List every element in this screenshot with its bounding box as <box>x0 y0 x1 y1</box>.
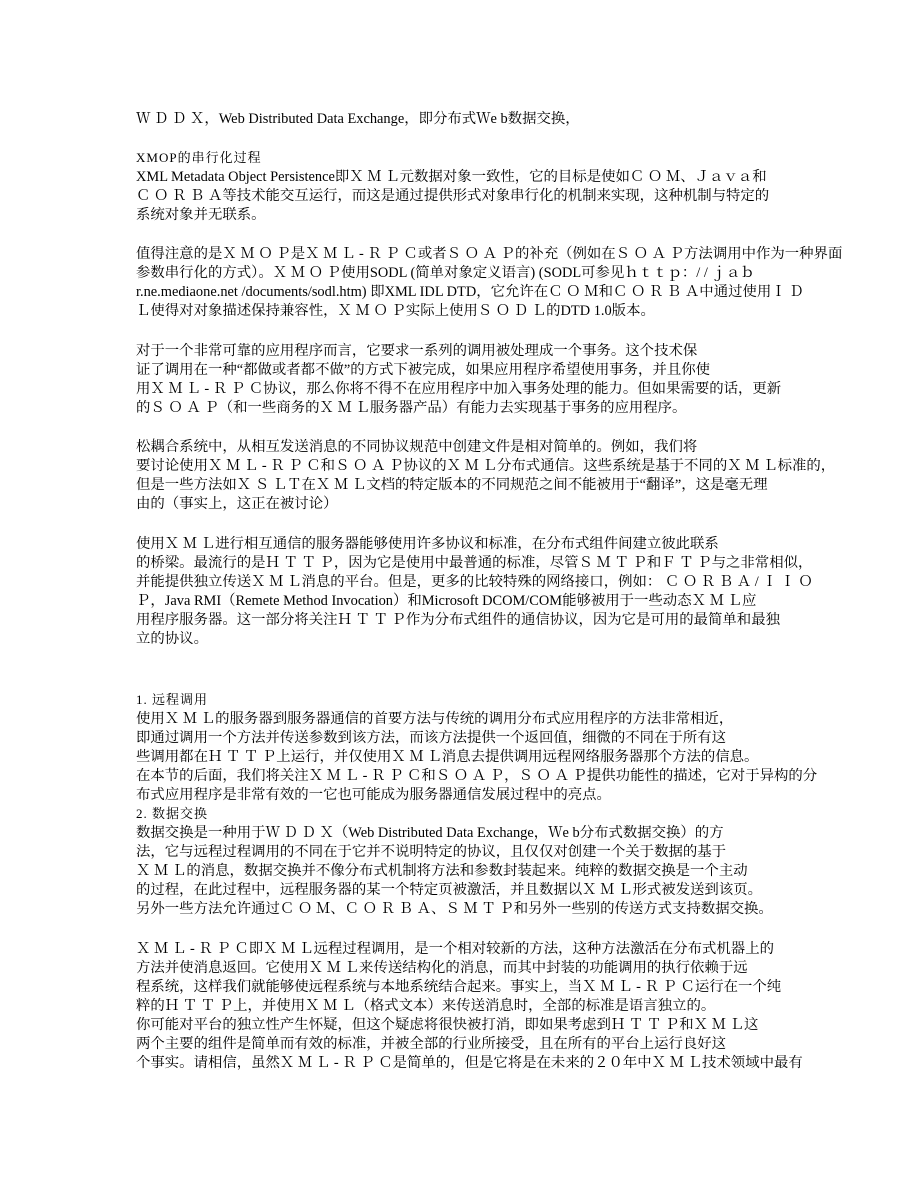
xmop-heading: XMOP的串行化过程 <box>136 150 262 165</box>
section-1-heading: 1. 远程调用 <box>136 692 209 707</box>
paragraph-line: Ｘ Ｍ Ｌ - Ｒ Ｐ Ｃ即Ｘ Ｍ Ｌ远程过程调用，是一个相对较新的方法，这种方法激活在分布式机器上的 <box>136 941 774 957</box>
paragraph-line: 粹的Ｈ Ｔ Ｔ Ｐ上，并使用Ｘ Ｍ Ｌ（格式文本）来传送消息时，全部的标准是语言独立的。 <box>136 998 716 1014</box>
paragraph-line: Ｃ Ｏ Ｒ Ｂ Ａ等技术能交互运行，而这是通过提供形式对象串行化的机制来实现，这种机制与特定的 <box>136 188 770 204</box>
paragraph-line: XML Metadata Object Persistence即Ｘ Ｍ Ｌ元数据对象一致性，它的目标是使如Ｃ Ｏ Ｍ、Ｊａｖａ和 <box>136 169 767 185</box>
paragraph-line: Ｐ，Java RMI（Remete Method Invocation）和Microsoft DCOM/COM能够被用于一些动态Ｘ Ｍ Ｌ应 <box>136 593 757 609</box>
paragraph-line: 使用Ｘ Ｍ Ｌ进行相互通信的服务器能够使用许多协议和标准，在分布式组件间建立彼此联系 <box>136 536 719 552</box>
paragraph-line: 在本节的后面，我们将关注Ｘ Ｍ Ｌ - Ｒ Ｐ Ｃ和Ｓ Ｏ Ａ Ｐ，Ｓ Ｏ Ａ Ｐ提供功能性的描述，它对于异构的分 <box>136 768 818 784</box>
paragraph-line: 的桥梁。最流行的是Ｈ Ｔ Ｔ Ｐ，因为它是使用中最普通的标准，尽管Ｓ Ｍ Ｔ Ｐ和Ｆ Ｔ Ｐ与之非常相似， <box>136 555 813 571</box>
paragraph-line: 值得注意的是Ｘ Ｍ Ｏ Ｐ是Ｘ Ｍ Ｌ - Ｒ Ｐ Ｃ或者Ｓ Ｏ Ａ Ｐ的补充（例如在Ｓ Ｏ Ａ Ｐ方法调用中作为一种界面 <box>136 246 843 262</box>
paragraph-line: 方法并使消息返回。它使用Ｘ Ｍ Ｌ来传送结构化的消息，而其中封装的功能调用的执行依赖于远 <box>136 960 748 976</box>
paragraph-line: 要讨论使用Ｘ Ｍ Ｌ - Ｒ Ｐ Ｃ和Ｓ Ｏ Ａ Ｐ协议的Ｘ Ｍ Ｌ分布式通信。这些系统是基于不同的Ｘ Ｍ Ｌ标准的， <box>136 458 836 474</box>
paragraph-line: Ｘ Ｍ Ｌ的消息，数据交换并不像分布式机制将方法和参数封装起来。纯粹的数据交换是一个主动 <box>136 863 748 879</box>
paragraph-line: 的Ｓ Ｏ Ａ Ｐ（和一些商务的Ｘ Ｍ Ｌ服务器产品）有能力去实现基于事务的应用程序。 <box>136 400 687 416</box>
paragraph-line: 法，它与远程过程调用的不同在于它并不说明特定的协议，且仅仅对创建一个关于数据的基于 <box>136 844 727 860</box>
paragraph-line: Ｌ使得对对象描述保持兼容性，Ｘ Ｍ Ｏ Ｐ实际上使用Ｓ Ｏ Ｄ Ｌ的DTD 1.0版本。 <box>136 303 655 319</box>
paragraph-line: 立的协议。 <box>136 631 208 647</box>
paragraph-line: r.ne.mediaone.net /documents/sodl.htm) 即XML IDL DTD，它允许在Ｃ Ｏ Ｍ和Ｃ Ｏ Ｒ Ｂ Ａ中通过使用Ｉ Ｄ <box>136 284 804 300</box>
paragraph-line: 另外一些方法允许通过Ｃ Ｏ Ｍ、Ｃ Ｏ Ｒ Ｂ Ａ、Ｓ Ｍ Ｔ Ｐ和另外一些别的传送方式支持数据交换。 <box>136 901 773 917</box>
paragraph-line: 由的（事实上，这正在被讨论） <box>136 496 338 512</box>
paragraph-line: 使用Ｘ Ｍ Ｌ的服务器到服务器通信的首要方法与传统的调用分布式应用程序的方法非常相近， <box>136 711 734 727</box>
paragraph-line: 个事实。请相信，虽然Ｘ Ｍ Ｌ - Ｒ Ｐ Ｃ是简单的，但是它将是在未来的２０年中Ｘ Ｍ Ｌ技术领域中最有 <box>136 1055 803 1071</box>
paragraph-line: 并能提供独立传送Ｘ Ｍ Ｌ消息的平台。但是，更多的比较特殊的网络接口，例如： Ｃ Ｏ Ｒ Ｂ Ａ / Ｉ Ｉ Ｏ <box>136 574 813 590</box>
paragraph-line: 对于一个非常可靠的应用程序而言，它要求一系列的调用被处理成一个事务。这个技术保 <box>136 343 698 359</box>
paragraph-line: 即通过调用一个方法并传送参数到该方法，而该方法提供一个返回值，细微的不同在于所有这 <box>136 730 727 746</box>
section-2-heading: 2. 数据交换 <box>136 806 209 821</box>
paragraph-line: 的过程，在此过程中，远程服务器的某一个特定页被激活，并且数据以Ｘ Ｍ Ｌ形式被发送到该页。 <box>136 882 762 898</box>
paragraph-line: 两个主要的组件是简单而有效的标准，并被全部的行业所接受，且在所有的平台上运行良好这 <box>136 1036 727 1052</box>
paragraph-line: 参数串行化的方式）。Ｘ Ｍ Ｏ Ｐ使用SODL (简单对象定义语言) (SODL可参见ｈｔｔｐ：/ / ｊａｂ <box>136 265 755 281</box>
paragraph-line: 布式应用程序是非常有效的一它也可能成为服务器通信发展过程中的亮点。 <box>136 787 611 803</box>
paragraph-line: 数据交换是一种用于Ｗ Ｄ Ｄ Ｘ（Web Distributed Data Exchange，Ｗe b分布式数据交换）的方 <box>136 825 724 841</box>
paragraph-line: 你可能对平台的独立性产生怀疑，但这个疑虑将很快被打消，即如果考虑到Ｈ Ｔ Ｔ Ｐ和Ｘ Ｍ Ｌ这 <box>136 1017 759 1033</box>
intro-line: Ｗ Ｄ Ｄ Ｘ，Web Distributed Data Exchange，即分布式Ｗe b数据交换， <box>136 111 580 127</box>
paragraph-line: 系统对象并无联系。 <box>136 207 266 223</box>
paragraph-line: 但是一些方法如Ｘ Ｓ ＬＴ在Ｘ Ｍ Ｌ文档的特定版本的不同规范之间不能被用于“翻译”，这是毫无理 <box>136 477 768 493</box>
paragraph-line: 证了调用在一种“都做或者都不做”的方式下被完成，如果应用程序希望使用事务，并且你使 <box>136 362 711 378</box>
paragraph-line: 松耦合系统中，从相互发送消息的不同协议规范中创建文件是相对简单的。例如，我们将 <box>136 439 698 455</box>
paragraph-line: 程系统，这样我们就能够使远程系统与本地系统结合起来。事实上，当Ｘ Ｍ Ｌ - Ｒ Ｐ Ｃ运行在一个纯 <box>136 979 782 995</box>
paragraph-line: 用程序服务器。这一部分将关注Ｈ Ｔ Ｔ Ｐ作为分布式组件的通信协议，因为它是可用的最简单和最独 <box>136 612 780 628</box>
paragraph-line: 用Ｘ Ｍ Ｌ - Ｒ Ｐ Ｃ协议，那么你将不得不在应用程序中加入事务处理的能力。但如果需要的话，更新 <box>136 381 782 397</box>
paragraph-line: 些调用都在Ｈ Ｔ Ｔ Ｐ上运行，并仅使用Ｘ Ｍ Ｌ消息去提供调用远程网络服务器那个方法的信息。 <box>136 749 759 765</box>
